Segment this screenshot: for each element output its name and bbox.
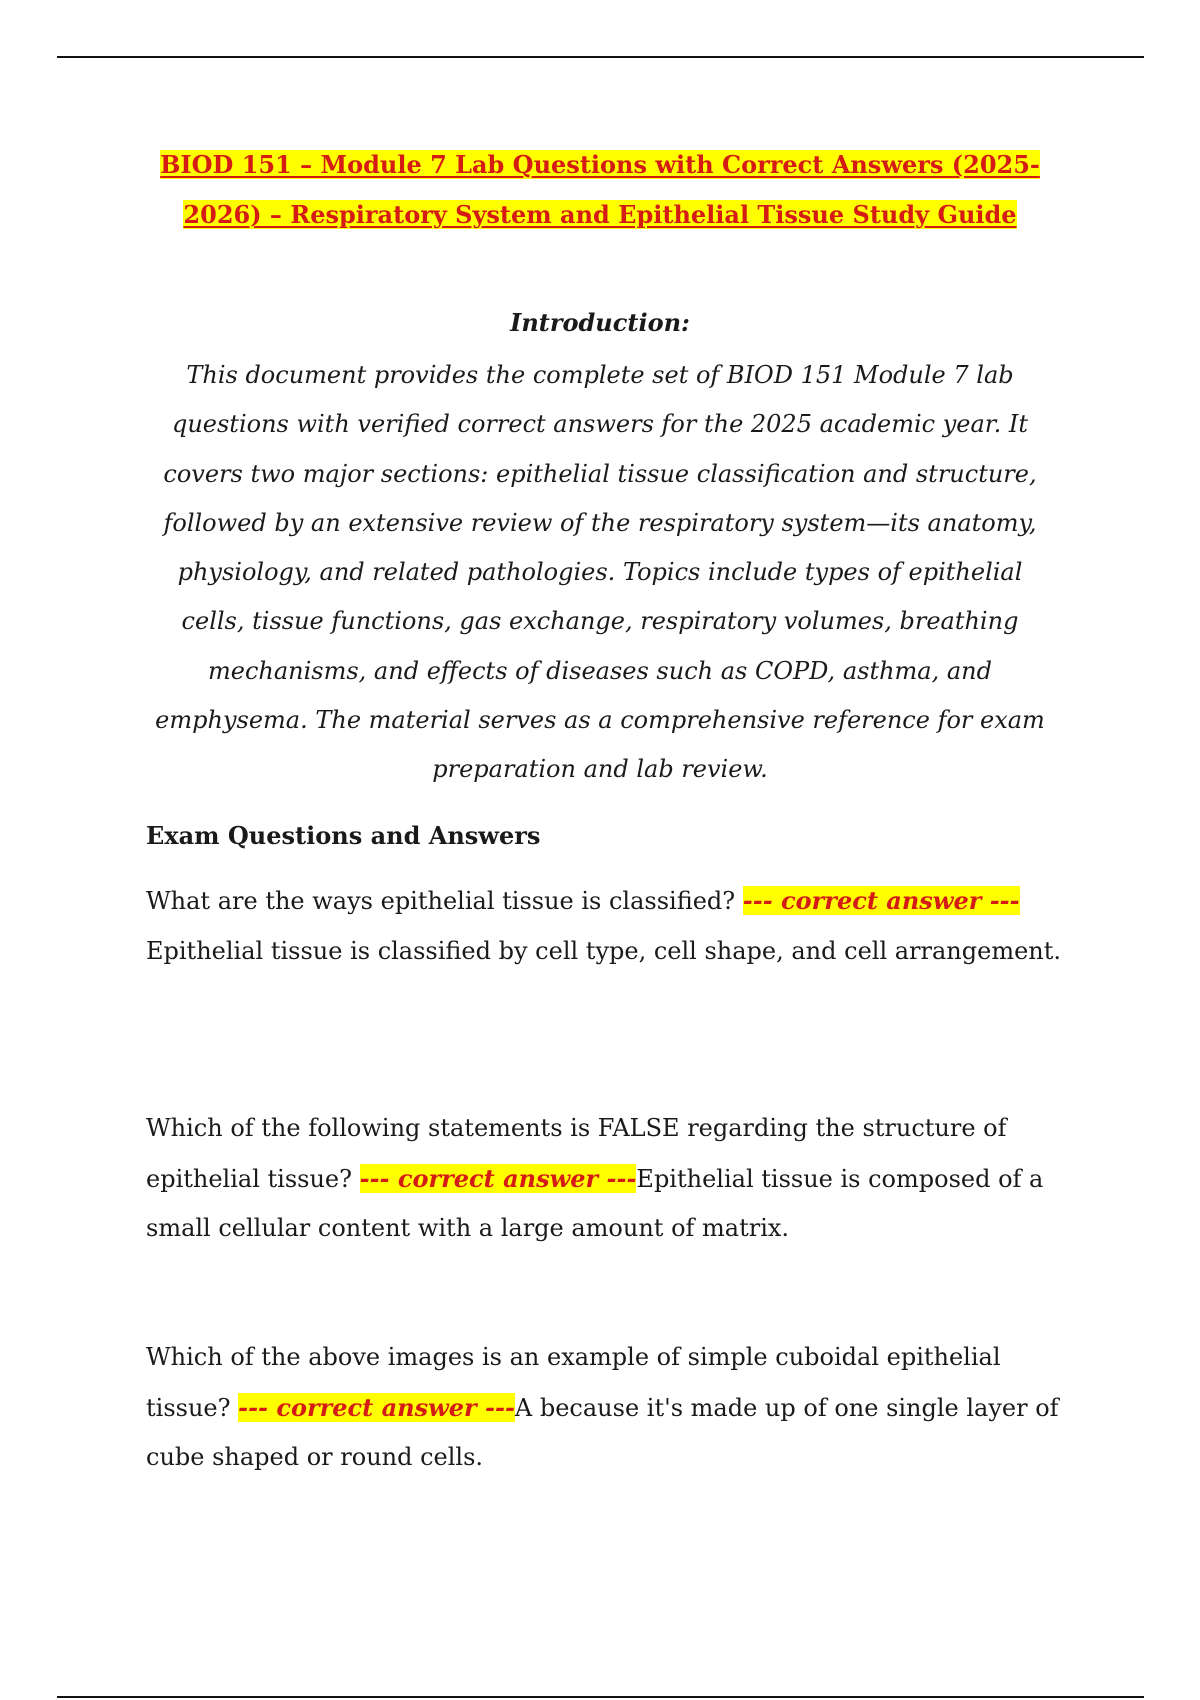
answer-text: Epithelial tissue is classified by cell type, cell shape, and cell arrangement. bbox=[146, 936, 1062, 965]
introduction-body: This document provides the complete set of BIOD 151 Module 7 lab questions with verified correct answers for the 2025 academic year. It covers two major sections: epithelial tissue classification and structure, followed by an extensive review of the respiratory system—its anatomy, physiology, and related pathologies. Topics include types of epithelial cells, tissue functions, gas exchange, respiratory volumes, breathing mechanisms, and effects of diseases such as COPD, asthma, and emphysema. The material serves as a comprehensive reference for exam preparation and lab review. bbox=[155, 361, 1045, 784]
introduction-heading: Introduction: bbox=[510, 308, 690, 337]
bottom-page-rule bbox=[57, 1696, 1144, 1698]
question-text: Which of the following statements is FALSE regarding the structure of epithelial tissue? bbox=[146, 1114, 1007, 1193]
qa-item bbox=[146, 1104, 1066, 1254]
document-title-text: BIOD 151 – Module 7 Lab Questions with Correct Answers (2025-2026) – Respiratory System and Epithelial Tissue Study Guide bbox=[160, 150, 1040, 229]
correct-answer-marker: --- correct answer --- bbox=[742, 886, 1020, 915]
top-page-rule bbox=[57, 56, 1144, 58]
correct-answer-marker: --- correct answer --- bbox=[238, 1392, 515, 1422]
qa-item bbox=[146, 876, 1066, 976]
answer-text: A because it's made up of one single layer of cube shaped or round cells. bbox=[146, 1393, 1059, 1471]
question-text: Which of the above images is an example of simple cuboidal epithelial tissue? bbox=[146, 1343, 1001, 1422]
answer-text: Epithelial tissue is composed of a small cellular content with a large amount of matrix. bbox=[146, 1164, 1044, 1242]
document-title bbox=[140, 140, 1060, 240]
question-text: What are the ways epithelial tissue is classified? bbox=[146, 887, 743, 915]
qa-item bbox=[146, 1333, 1066, 1483]
section-heading: Exam Questions and Answers bbox=[146, 821, 541, 850]
correct-answer-marker: --- correct answer --- bbox=[359, 1163, 637, 1193]
